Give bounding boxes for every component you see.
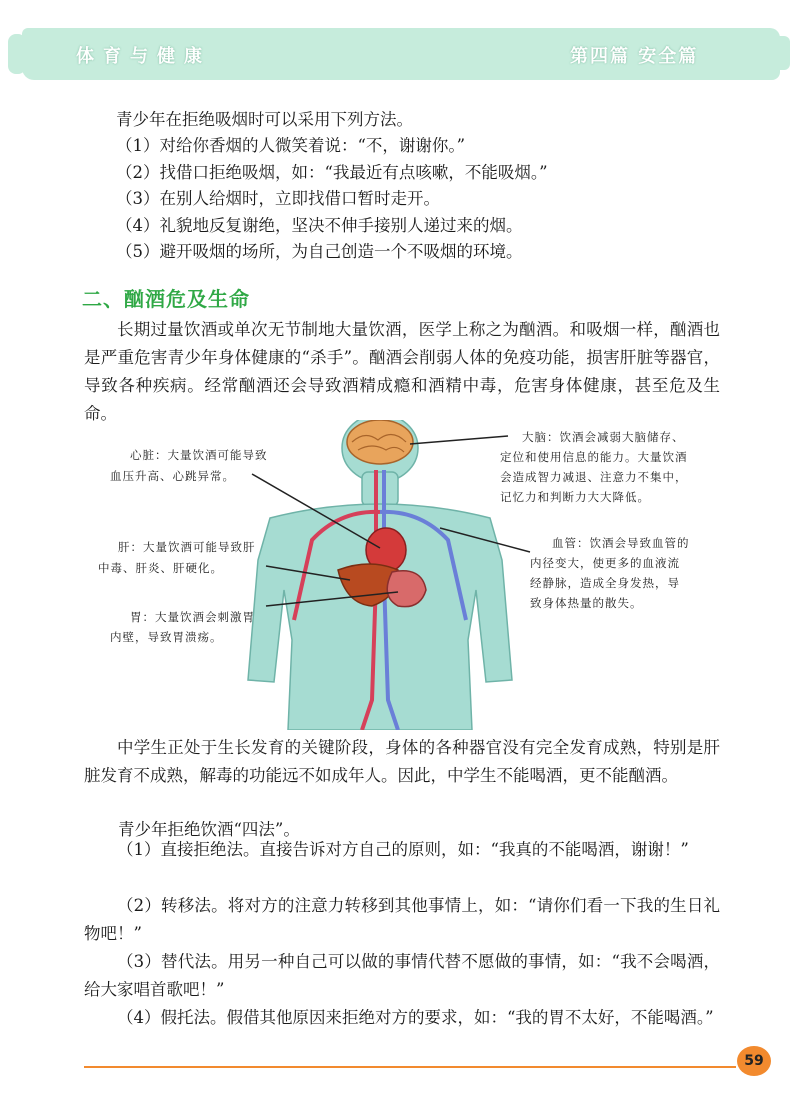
alcohol-paragraph: 长期过量饮酒或单次无节制地大量饮酒，医学上称之为酗酒。和吸烟一样，酗酒也是严重危害青少年身体健康的“杀手”。酗酒会削弱人体的免疫功能，损害肝脏等器官，导致各种疾病。经常酗酒还会导致酒精成瘾和酒精中毒，危害身体健康，甚至危及生命。 <box>84 320 720 423</box>
liver-annotation-line: 肝：大量饮酒可能导致肝 <box>118 540 256 554</box>
vessels-annotation-line: 致身体热量的散失。 <box>530 596 643 610</box>
stomach-annotation-line: 胃：大量饮酒会刺激胃 <box>130 610 255 624</box>
brain-pointer <box>410 436 508 444</box>
four-methods-intro: 青少年拒绝饮酒“四法”。 <box>118 820 300 839</box>
liver-annotation-line: 中毒、肝炎、肝硬化。 <box>98 561 223 575</box>
vessels-annotation-line: 经静脉，造成全身发热，导 <box>530 576 680 590</box>
smoking-item: （5）避开吸烟的场所，为自己创造一个不吸烟的环境。 <box>116 242 523 261</box>
vessels-annotation-line: 血管：饮酒会导致血管的 <box>552 536 690 550</box>
brain-annotation-line: 定位和使用信息的能力。大量饮酒 <box>500 450 688 464</box>
smoking-item: （2）找借口拒绝吸烟，如：“我最近有点咳嗽，不能吸烟。” <box>116 163 548 182</box>
section-title: 二、酗酒危及生命 <box>82 287 250 311</box>
heart-annotation-line: 血压升高、心跳异常。 <box>110 469 235 483</box>
stomach <box>387 571 426 607</box>
footer-rule <box>84 1066 736 1068</box>
book-title: 体育与健康 <box>76 46 211 67</box>
brain-annotation-line: 大脑：饮酒会减弱大脑储存、 <box>522 430 685 444</box>
smoking-item: （4）礼貌地反复谢绝，坚决不伸手接别人递过来的烟。 <box>116 216 523 235</box>
heart-annotation-line: 心脏：大量饮酒可能导致 <box>130 448 268 462</box>
students-paragraph: 中学生正处于生长发育的关键阶段，身体的各种器官没有完全发育成熟，特别是肝脏发育不成熟，解毒的功能远不如成年人。因此，中学生不能喝酒，更不能酗酒。 <box>84 738 720 785</box>
method-3: （3）替代法。用另一种自己可以做的事情代替不愿做的事情，如：“我不会喝酒，给大家唱首歌吧！” <box>84 952 720 999</box>
smoking-intro: 青少年在拒绝吸烟时可以采用下列方法。 <box>116 110 413 129</box>
body-organs-figure <box>80 420 740 730</box>
brain-annotation-line: 会造成智力减退、注意力不集中， <box>500 470 688 484</box>
method-1: （1）直接拒绝法。直接告诉对方自己的原则，如：“我真的不能喝酒，谢谢！” <box>117 840 689 859</box>
stomach-annotation-line: 内壁，导致胃溃疡。 <box>110 630 223 644</box>
vessels-annotation-line: 内径变大，使更多的血液流 <box>530 556 680 570</box>
brain <box>347 420 413 464</box>
page-number: 59 <box>737 1046 771 1076</box>
smoking-item: （3）在别人给烟时，立即找借口暂时走开。 <box>116 189 440 208</box>
chapter-title: 第四篇 安全篇 <box>570 46 699 67</box>
brain-annotation-line: 记忆力和判断力大大降低。 <box>500 490 650 504</box>
method-2: （2）转移法。将对方的注意力转移到其他事情上，如：“请你们看一下我的生日礼物吧！” <box>84 896 720 943</box>
method-4: （4）假托法。假借其他原因来拒绝对方的要求，如：“我的胃不太好，不能喝酒。” <box>117 1008 714 1027</box>
smoking-item: （1）对给你香烟的人微笑着说：“不，谢谢你。” <box>116 136 466 155</box>
